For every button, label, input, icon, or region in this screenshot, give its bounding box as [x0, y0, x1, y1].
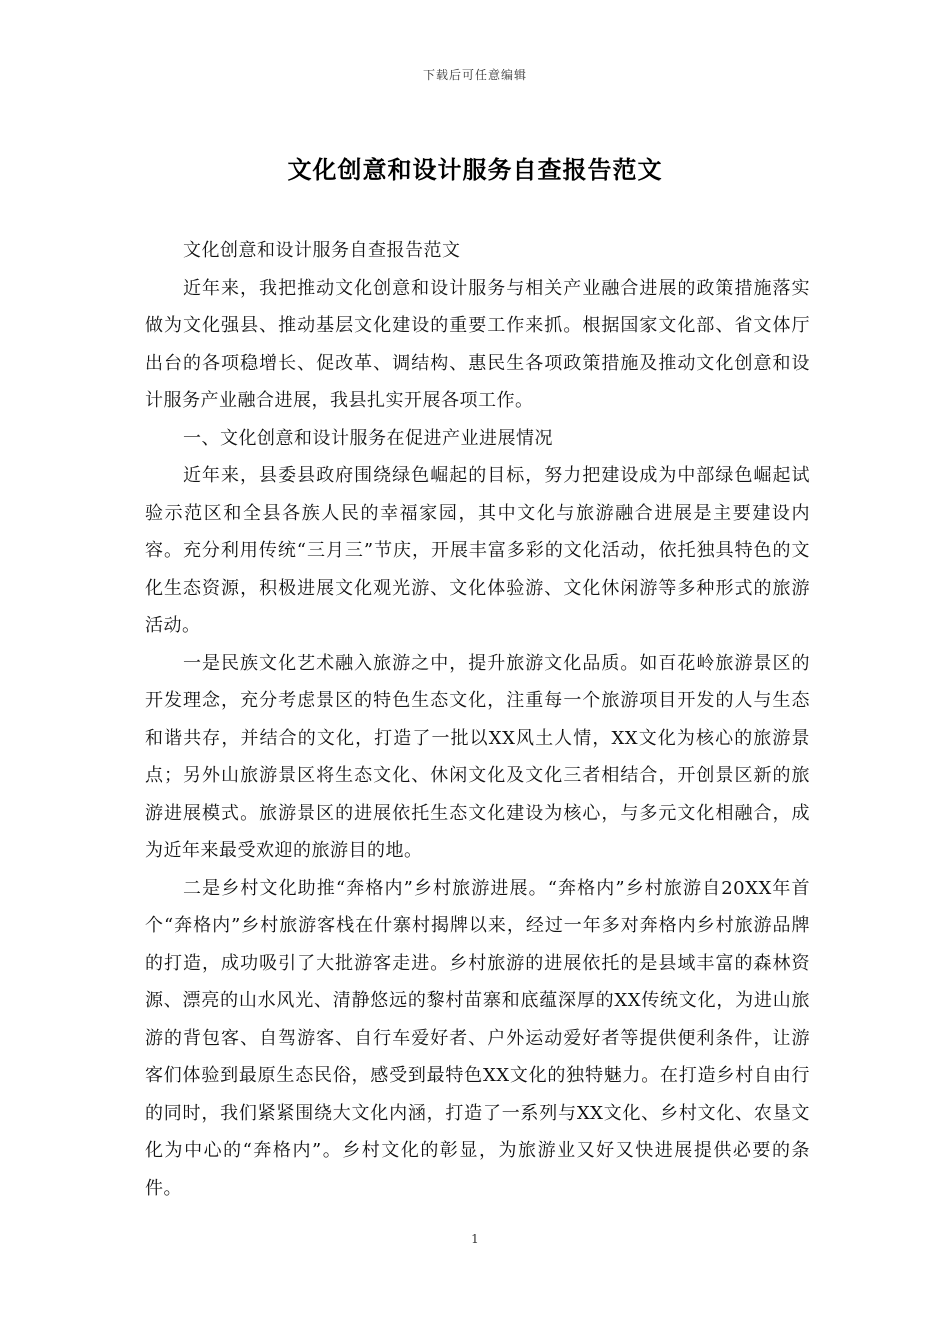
page-number: 1 — [471, 1232, 479, 1246]
document-title: 文化创意和设计服务自查报告范文 — [287, 155, 663, 184]
document-body — [145, 232, 810, 1207]
page-header-note: 下载后可任意编辑 — [422, 68, 527, 82]
body-paragraph: 近年来，县委县政府围绕绿色崛起的目标，努力把建设成为中部绿色崛起试验示范区和全县各族人民的幸福家园，其中文化与旅游融合进展是主要建设内容。充分利用传统“三月三”节庆，开展丰富多彩的文化活动，依托独具特色的文化生态资源，积极进展文化观光游、文化体验游、文化休闲游等多种形式的旅游活动。 — [145, 465, 810, 636]
section-heading-1: 一、文化创意和设计服务在促进产业进展情况 — [183, 427, 553, 449]
body-paragraph: 二是乡村文化助推“奔格内”乡村旅游进展。“奔格内”乡村旅游自20XX年首个“奔格内”乡村旅游客栈在什寨村揭牌以来，经过一年多对奔格内乡村旅游品牌的打造，成功吸引了大批游客走进。乡村旅游的进展依托的是县域丰富的森林资源、漂亮的山水风光、清静悠远的黎村苗寨和底蕴深厚的XX传统文化，为进山旅游的背包客、自驾游客、自行车爱好者、户外运动爱好者等提供便利条件，让游客们体验到最原生态民俗，感受到最特色XX文化的独特魅力。在打造乡村自由行的同时，我们紧紧围绕大文化内涵，打造了一系列与XX文化、乡村文化、农垦文化为中心的“奔格内”。乡村文化的彰显，为旅游业又好又快进展提供必要的条件。 — [145, 877, 810, 1199]
body-paragraph-intro: 近年来，我把推动文化创意和设计服务与相关产业融合进展的政策措施落实做为文化强县、推动基层文化建设的重要工作来抓。根据国家文化部、省文体厅出台的各项稳增长、促改革、调结构、惠民生各项政策措施及推动文化创意和设计服务产业融合进展，我县扎实开展各项工作。 — [145, 277, 810, 411]
body-paragraph-subtitle: 文化创意和设计服务自查报告范文 — [183, 240, 461, 261]
body-paragraph: 一是民族文化艺术融入旅游之中，提升旅游文化品质。如百花岭旅游景区的开发理念，充分考虑景区的特色生态文化，注重每一个旅游项目开发的人与生态和谐共存，并结合的文化，打造了一批以XX风土人情，XX文化为核心的旅游景点；另外山旅游景区将生态文化、休闲文化及文化三者相结合，开创景区新的旅游进展模式。旅游景区的进展依托生态文化建设为核心，与多元文化相融合，成为近年来最受欢迎的旅游目的地。 — [145, 652, 810, 861]
